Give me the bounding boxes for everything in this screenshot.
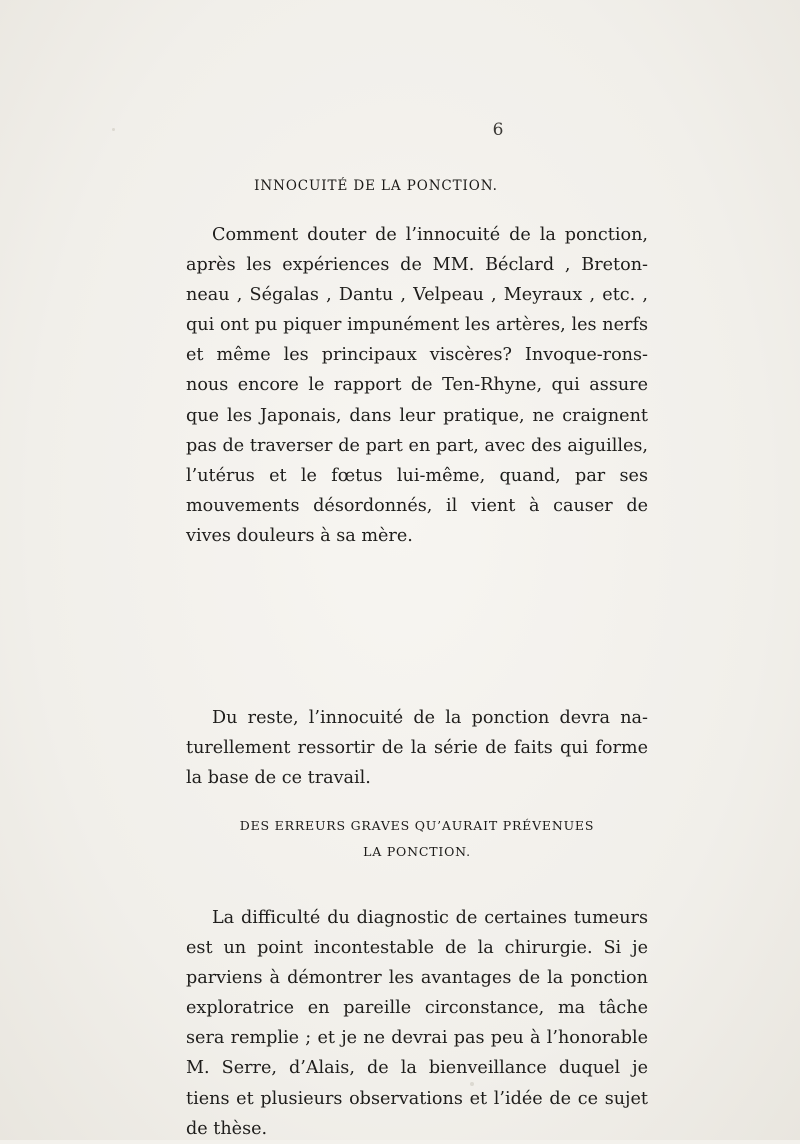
section-heading-line: DES ERREURS GRAVES QU’AURAIT PRÉVENUES [239,818,595,833]
paragraph: La difficulté du diagnostic de certaines tumeurs est un point incontestable de la chirurgie. Si je parviens à démontrer les avantages de la ponction exploratrice en pareille circonstance, ma tâche sera remplie ; et je ne devrai pas peu à l’honorable M. Serre, d’Alais, de la bienveillance duquel je tiens et plusieurs observations et l’idée de ce sujet de thèse. [186,908,648,1139]
paper-foxing-spot [112,128,115,131]
section-heading-line: LA PONCTION. [363,844,471,859]
paragraph: Du reste, l’innocuité de la ponction devra na-turellement ressortir de la série de faits qui forme la base de ce travail. [186,708,648,789]
section-heading [186,813,648,865]
paragraph: Comment douter de l’innocuité de la ponction, après les expériences de MM. Béclard , Breton-neau , Ségalas , Dantu , Velpeau , Meyraux , etc. , qui ont pu piquer impunément les artères, les nerfs et même les principaux viscères? Invoque-rons-nous encore le rapport de Ten-Rhyne, qui assure que les Japonais, dans leur pratique, ne craignent pas de traverser de part en part, avec des aiguilles, l’utérus et le fœtus lui-même, quand, par ses mouvements désordonnés, il vient à causer de vives douleurs à sa mère. [186,225,648,546]
section-title: INNOCUITÉ DE LA PONCTION. [254,178,498,194]
page-number: 6 [492,120,504,140]
paper-foxing-spot [470,1082,474,1086]
